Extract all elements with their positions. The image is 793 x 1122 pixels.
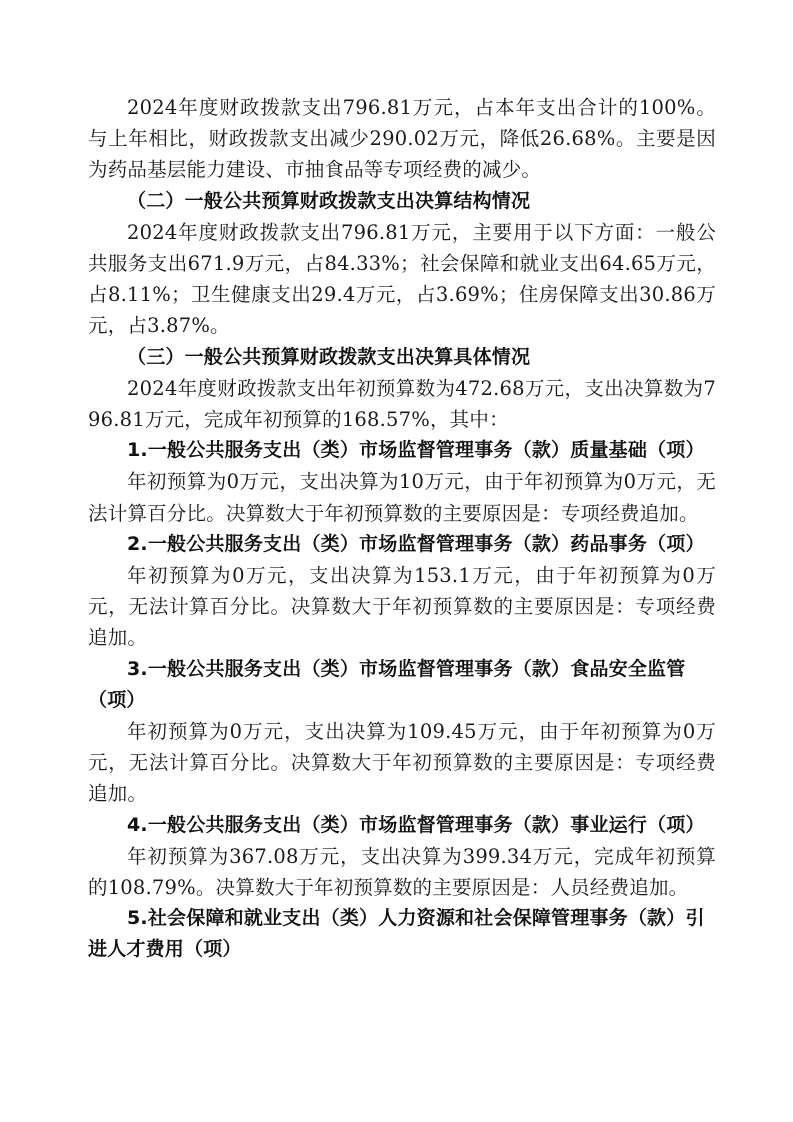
item-paragraph-3: 年初预算为0万元，支出决算为109.45万元，由于年初预算为0万元，无法计算百分比。决算数大于年初预算数的主要原因是：专项经费追加。 xyxy=(88,720,716,806)
item-heading-2: 2.一般公共服务支出（类）市场监督管理事务（款）药品事务（项） xyxy=(127,532,705,555)
item-paragraph-4: 年初预算为367.08万元，支出决算为399.34万元，完成年初预算的108.79%。决算数大于年初预算数的主要原因是：人员经费追加。 xyxy=(88,844,716,900)
item-heading-4: 4.一般公共服务支出（类）市场监督管理事务（款）事业运行（项） xyxy=(127,813,705,836)
item-heading-5: 5.社会保障和就业支出（类）人力资源和社会保障管理事务（款）引进人才费用（项） xyxy=(88,907,705,961)
section-heading-details: （三）一般公共预算财政拨款支出决算具体情况 xyxy=(127,345,531,368)
document-body xyxy=(88,92,716,966)
item-heading-3: 3.一般公共服务支出（类）市场监督管理事务（款）食品安全监管（项） xyxy=(88,657,686,711)
paragraph-details-summary: 2024年度财政拨款支出年初预算数为472.68万元，支出决算数为796.81万元，完成年初预算的168.57%，其中： xyxy=(88,376,716,432)
item-paragraph-1: 年初预算为0万元，支出决算为10万元，由于年初预算为0万元，无法计算百分比。决算数大于年初预算数的主要原因是：专项经费追加。 xyxy=(88,470,716,525)
item-heading-1: 1.一般公共服务支出（类）市场监督管理事务（款）质量基础（项） xyxy=(127,439,705,462)
item-paragraph-2: 年初预算为0万元，支出决算为153.1万元，由于年初预算为0万元，无法计算百分比。决算数大于年初预算数的主要原因是：专项经费追加。 xyxy=(88,564,716,650)
section-heading-structure: （二）一般公共预算财政拨款支出决算结构情况 xyxy=(127,189,531,212)
paragraph-total-expenditure: 2024年度财政拨款支出796.81万元，占本年支出合计的100%。与上年相比，财政拨款支出减少290.02万元，降低26.68%。主要是因为药品基层能力建设、市抽食品等专项经费的减少。 xyxy=(88,96,716,182)
paragraph-structure: 2024年度财政拨款支出796.81万元，主要用于以下方面：一般公共服务支出671.9万元，占84.33%；社会保障和就业支出64.65万元，占8.11%；卫生健康支出29.4万元，占3.69%；住房保障支出30.86万元，占3.87%。 xyxy=(88,220,716,338)
